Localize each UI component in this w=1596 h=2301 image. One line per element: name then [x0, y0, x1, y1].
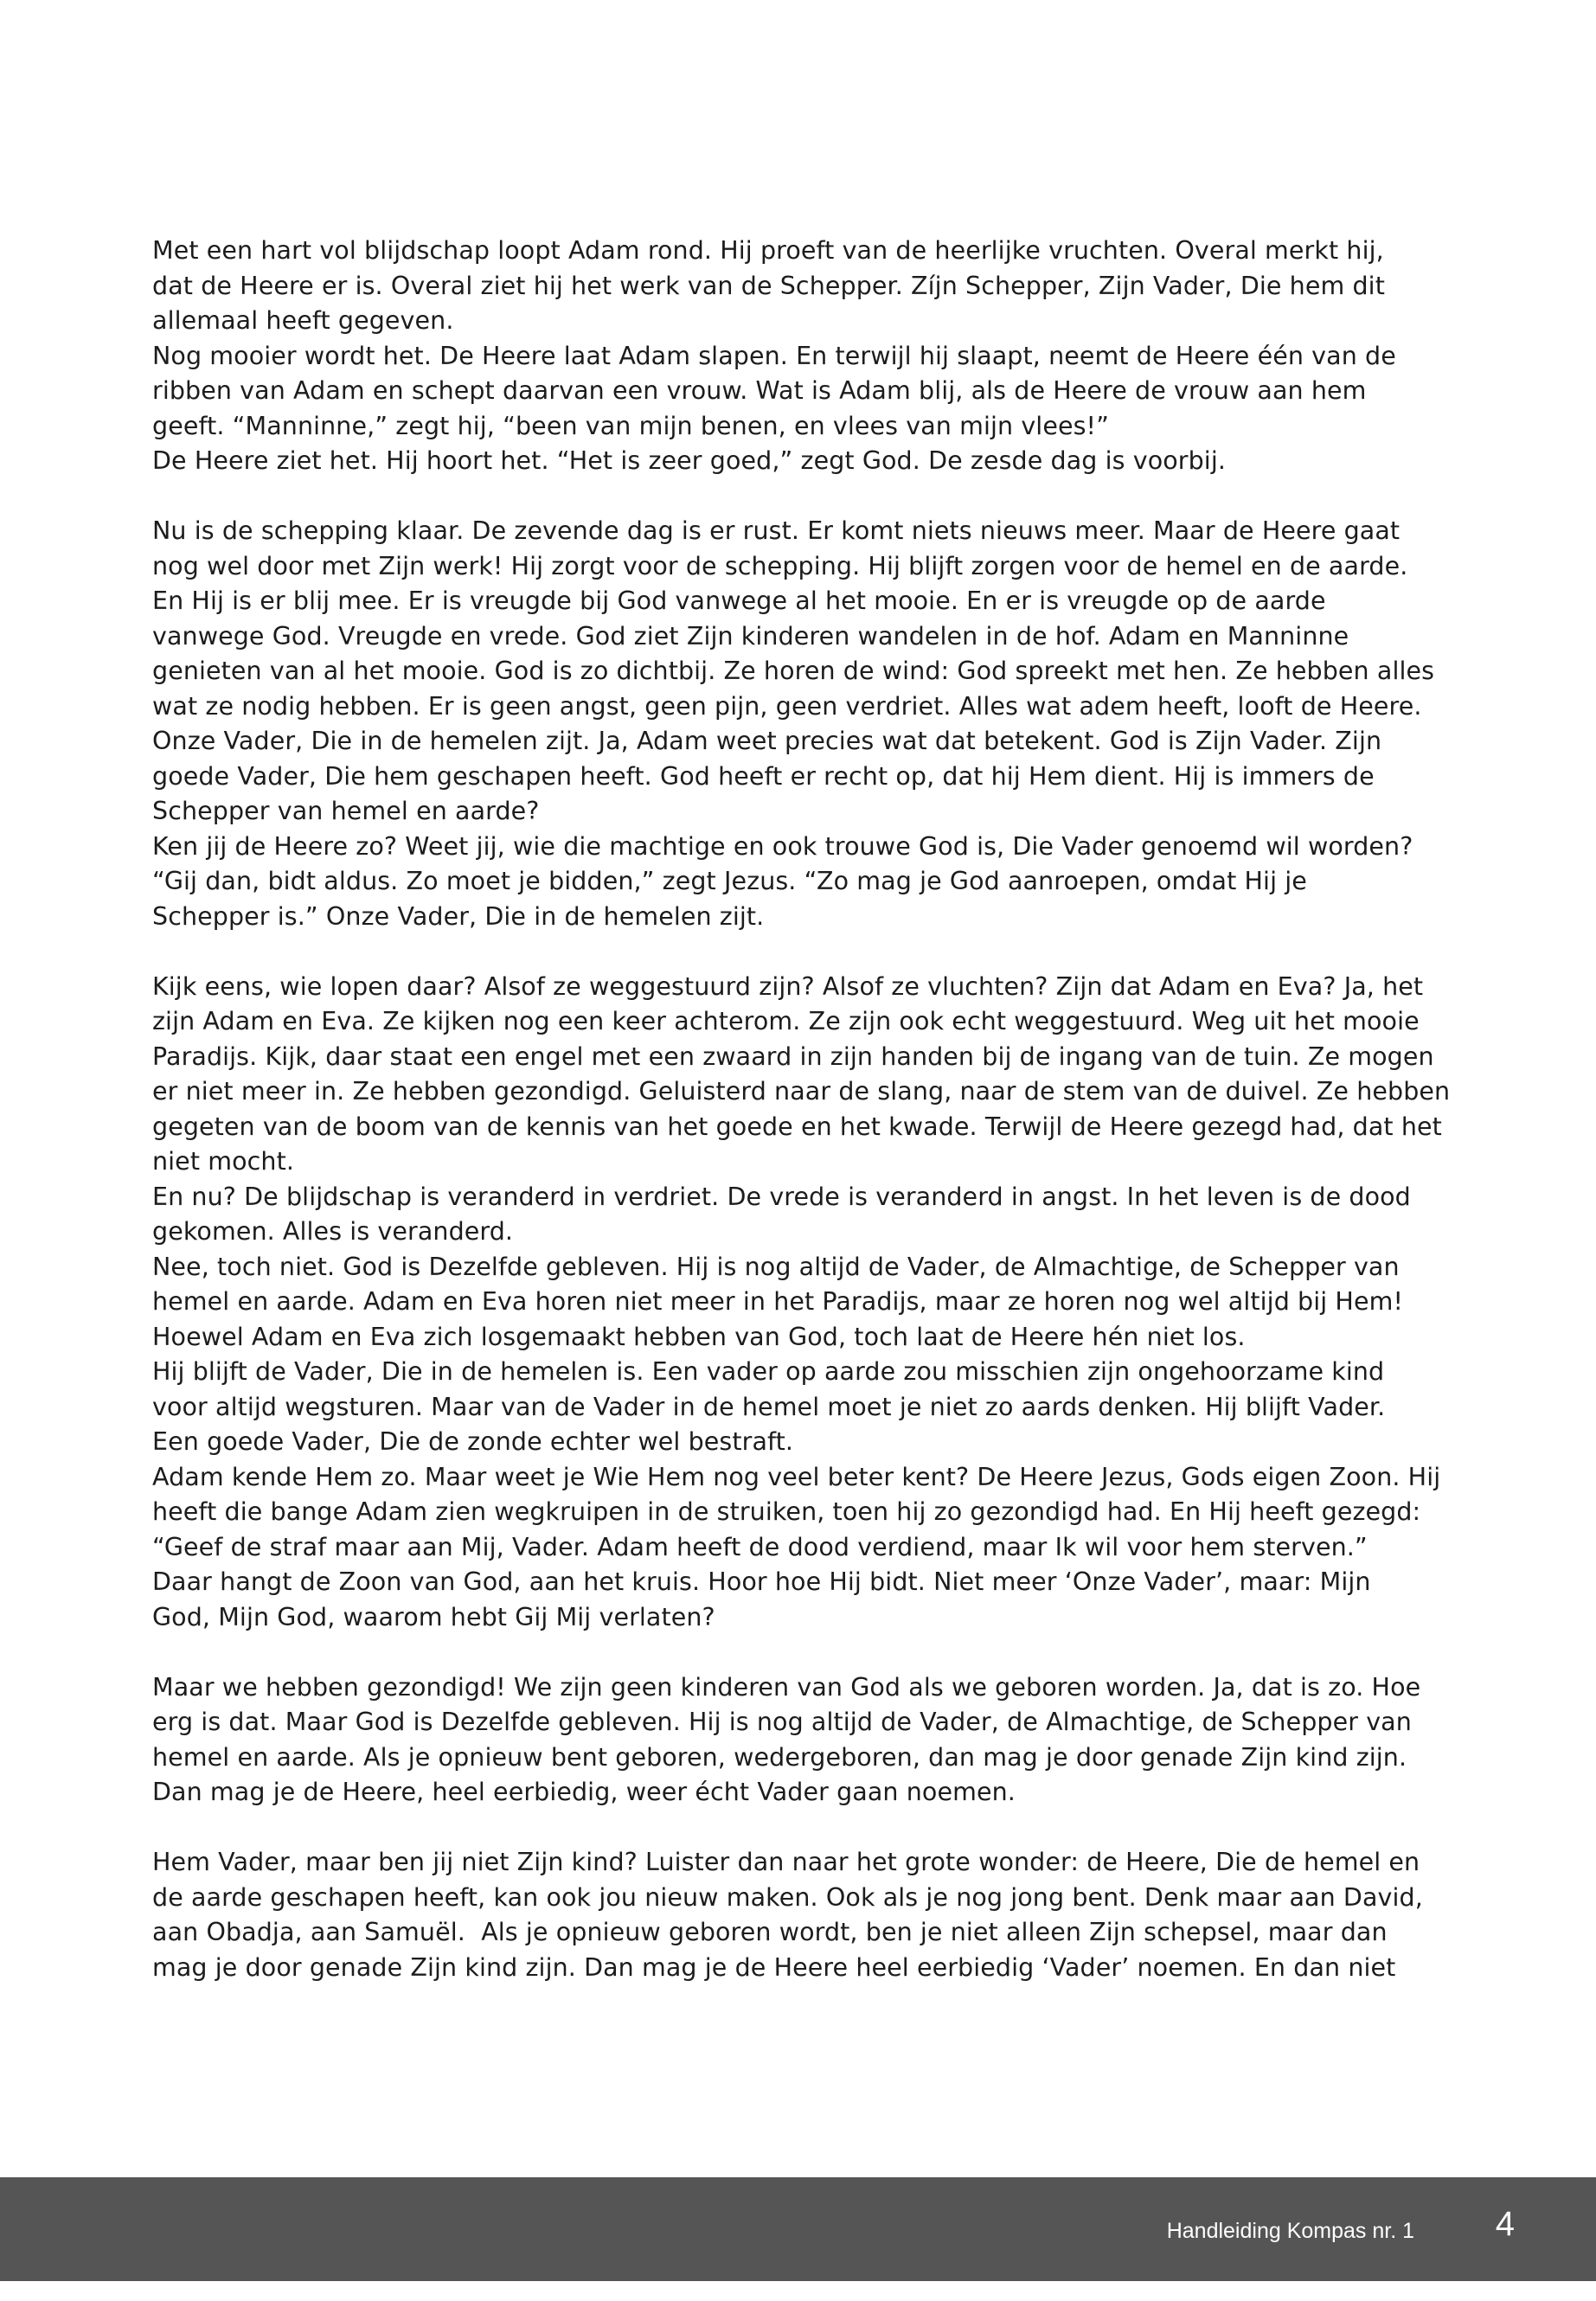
- text-line: Hem Vader, maar ben jij niet Zijn kind? Luister dan naar het grote wonder: de Heere, Die de hemel en: [152, 1848, 1420, 1876]
- text-line: gekomen. Alles is veranderd.: [152, 1217, 514, 1246]
- text-line: voor altijd wegsturen. Maar van de Vader in de hemel moet je niet zo aards denken. Hij blijft Vader.: [152, 1392, 1386, 1421]
- text-line: ribben van Adam en schept daarvan een vrouw. Wat is Adam blij, als de Heere de vrouw aan hem: [152, 376, 1367, 405]
- text-line: Maar we hebben gezondigd! We zijn geen kinderen van God als we geboren worden. Ja, dat is zo. Hoe: [152, 1672, 1421, 1702]
- text-line: nog wel door met Zijn werk! Hij zorgt voor de schepping. Hij blijft zorgen voor de hemel en de aarde.: [152, 551, 1408, 580]
- page-footer: [0, 2177, 1596, 2281]
- text-line: Dan mag je de Heere, heel eerbiedig, weer écht Vader gaan noemen.: [152, 1778, 1016, 1806]
- text-line: wat ze nodig hebben. Er is geen angst, geen pijn, geen verdriet. Alles wat adem heeft, looft de Heere.: [152, 691, 1422, 721]
- text-line: mag je door genade Zijn kind zijn. Dan mag je de Heere heel eerbiedig ‘Vader’ noemen. En dan niet: [152, 1952, 1396, 1982]
- text-line: Daar hangt de Zoon van God, aan het kruis. Hoor hoe Hij bidt. Niet meer ‘Onze Vader’, maar: Mijn: [152, 1567, 1371, 1596]
- text-line: Een goede Vader, Die de zonde echter wel bestraft.: [152, 1427, 794, 1456]
- text-line: Kijk eens, wie lopen daar? Alsof ze weggestuurd zijn? Alsof ze vluchten? Zijn dat Adam en Eva? Ja, het: [152, 971, 1424, 1001]
- text-line: Adam kende Hem zo. Maar weet je Wie Hem nog veel beter kent? De Heere Jezus, Gods eigen Zoon. Hij: [152, 1462, 1441, 1491]
- text-line: Ken jij de Heere zo? Weet jij, wie die machtige en ook trouwe God is, Die Vader genoemd wil worden?: [152, 831, 1413, 861]
- paragraph-gap: [152, 934, 1450, 970]
- text-line: “Geef de straf maar aan Mij, Vader. Adam heeft de dood verdiend, maar Ik wil voor hem sterven.”: [152, 1532, 1368, 1561]
- text-line: Onze Vader, Die in de hemelen zijt. Ja, Adam weet precies wat dat betekent. God is Zijn Vader. Zijn: [152, 727, 1382, 755]
- text-line: er niet meer in. Ze hebben gezondigd. Geluisterd naar de slang, naar de stem van de duivel. Ze hebben: [152, 1077, 1451, 1106]
- text-line: God, Mijn God, waarom hebt Gij Mij verlaten?: [152, 1602, 715, 1631]
- text-line: de aarde geschapen heeft, kan ook jou nieuw maken. Ook als je nog jong bent. Denk maar aan David,: [152, 1882, 1423, 1912]
- paragraph-gap: [152, 479, 1450, 515]
- text-line: En nu? De blijdschap is veranderd in verdriet. De vrede is veranderd in angst. In het leven is de dood: [152, 1182, 1411, 1211]
- text-line: zijn Adam en Eva. Ze kijken nog een keer achterom. Ze zijn ook echt weggestuurd. Weg uit het mooie: [152, 1007, 1420, 1035]
- page-number: 4: [1495, 2205, 1515, 2243]
- text-line: genieten van al het mooie. God is zo dichtbij. Ze horen de wind: God spreekt met hen. Ze hebben alles: [152, 657, 1435, 685]
- text-line: Hij blijft de Vader, Die in de hemelen is. Een vader op aarde zou misschien zijn ongehoorzame kind: [152, 1357, 1385, 1386]
- text-line: allemaal heeft gegeven.: [152, 306, 454, 335]
- text-line: Paradijs. Kijk, daar staat een engel met een zwaard in zijn handen bij de ingang van de tuin. Ze mogen: [152, 1042, 1434, 1071]
- text-line: erg is dat. Maar God is Dezelfde gebleven. Hij is nog altijd de Vader, de Almachtige, de Schepper van: [152, 1708, 1412, 1736]
- paragraph-gap: [152, 1635, 1450, 1670]
- footer-title: Handleiding Kompas nr. 1: [1166, 2219, 1414, 2243]
- text-line: goede Vader, Die hem geschapen heeft. God heeft er recht op, dat hij Hem dient. Hij is immers de: [152, 761, 1375, 791]
- text-line: Schepper van hemel en aarde?: [152, 797, 540, 825]
- text-line: En Hij is er blij mee. Er is vreugde bij God vanwege al het mooie. En er is vreugde op de aarde: [152, 586, 1326, 615]
- text-line: Met een hart vol blijdschap loopt Adam rond. Hij proeft van de heerlijke vruchten. Overal merkt hij,: [152, 236, 1384, 265]
- text-line: vanwege God. Vreugde en vrede. God ziet Zijn kinderen wandelen in de hof. Adam en Manninne: [152, 621, 1349, 651]
- text-line: hemel en aarde. Als je opnieuw bent geboren, wedergeboren, dan mag je door genade Zijn kind zijn.: [152, 1742, 1407, 1772]
- text-line: Nog mooier wordt het. De Heere laat Adam slapen. En terwijl hij slaapt, neemt de Heere één van de: [152, 341, 1396, 370]
- text-line: hemel en aarde. Adam en Eva horen niet meer in het Paradijs, maar ze horen nog wel altijd bij Hem!: [152, 1287, 1403, 1316]
- text-line: dat de Heere er is. Overal ziet hij het werk van de Schepper. Zíjn Schepper, Zijn Vader, Die hem dit: [152, 271, 1385, 300]
- text-line: Nee, toch niet. God is Dezelfde gebleven. Hij is nog altijd de Vader, de Almachtige, de Schepper van: [152, 1252, 1400, 1281]
- text-line: Nu is de schepping klaar. De zevende dag is er rust. Er komt niets nieuws meer. Maar de Heere gaat: [152, 516, 1401, 545]
- text-line: Hoewel Adam en Eva zich losgemaakt hebben van God, toch laat de Heere hén niet los.: [152, 1322, 1246, 1351]
- document-body: [152, 234, 1450, 1985]
- text-line: niet mocht.: [152, 1147, 295, 1176]
- text-line: De Heere ziet het. Hij hoort het. “Het is zeer goed,” zegt God. De zesde dag is voorbij.: [152, 446, 1227, 475]
- text-line: gegeten van de boom van de kennis van het goede en het kwade. Terwijl de Heere gezegd had, dat het: [152, 1112, 1442, 1141]
- text-line: heeft die bange Adam zien wegkruipen in de struiken, toen hij zo gezondigd had. En Hij heeft gezegd:: [152, 1497, 1421, 1526]
- text-line: Schepper is.” Onze Vader, Die in de hemelen zijt.: [152, 901, 765, 931]
- paragraph-gap: [152, 1811, 1450, 1846]
- text-line: aan Obadja, aan Samuël. Als je opnieuw geboren wordt, ben je niet alleen Zijn schepsel, maar dan: [152, 1918, 1388, 1946]
- text-line: “Gij dan, bidt aldus. Zo moet je bidden,” zegt Jezus. “Zo mag je God aanroepen, omdat Hij je: [152, 867, 1307, 895]
- text-line: geeft. “Manninne,” zegt hij, “been van mijn benen, en vlees van mijn vlees!”: [152, 411, 1109, 440]
